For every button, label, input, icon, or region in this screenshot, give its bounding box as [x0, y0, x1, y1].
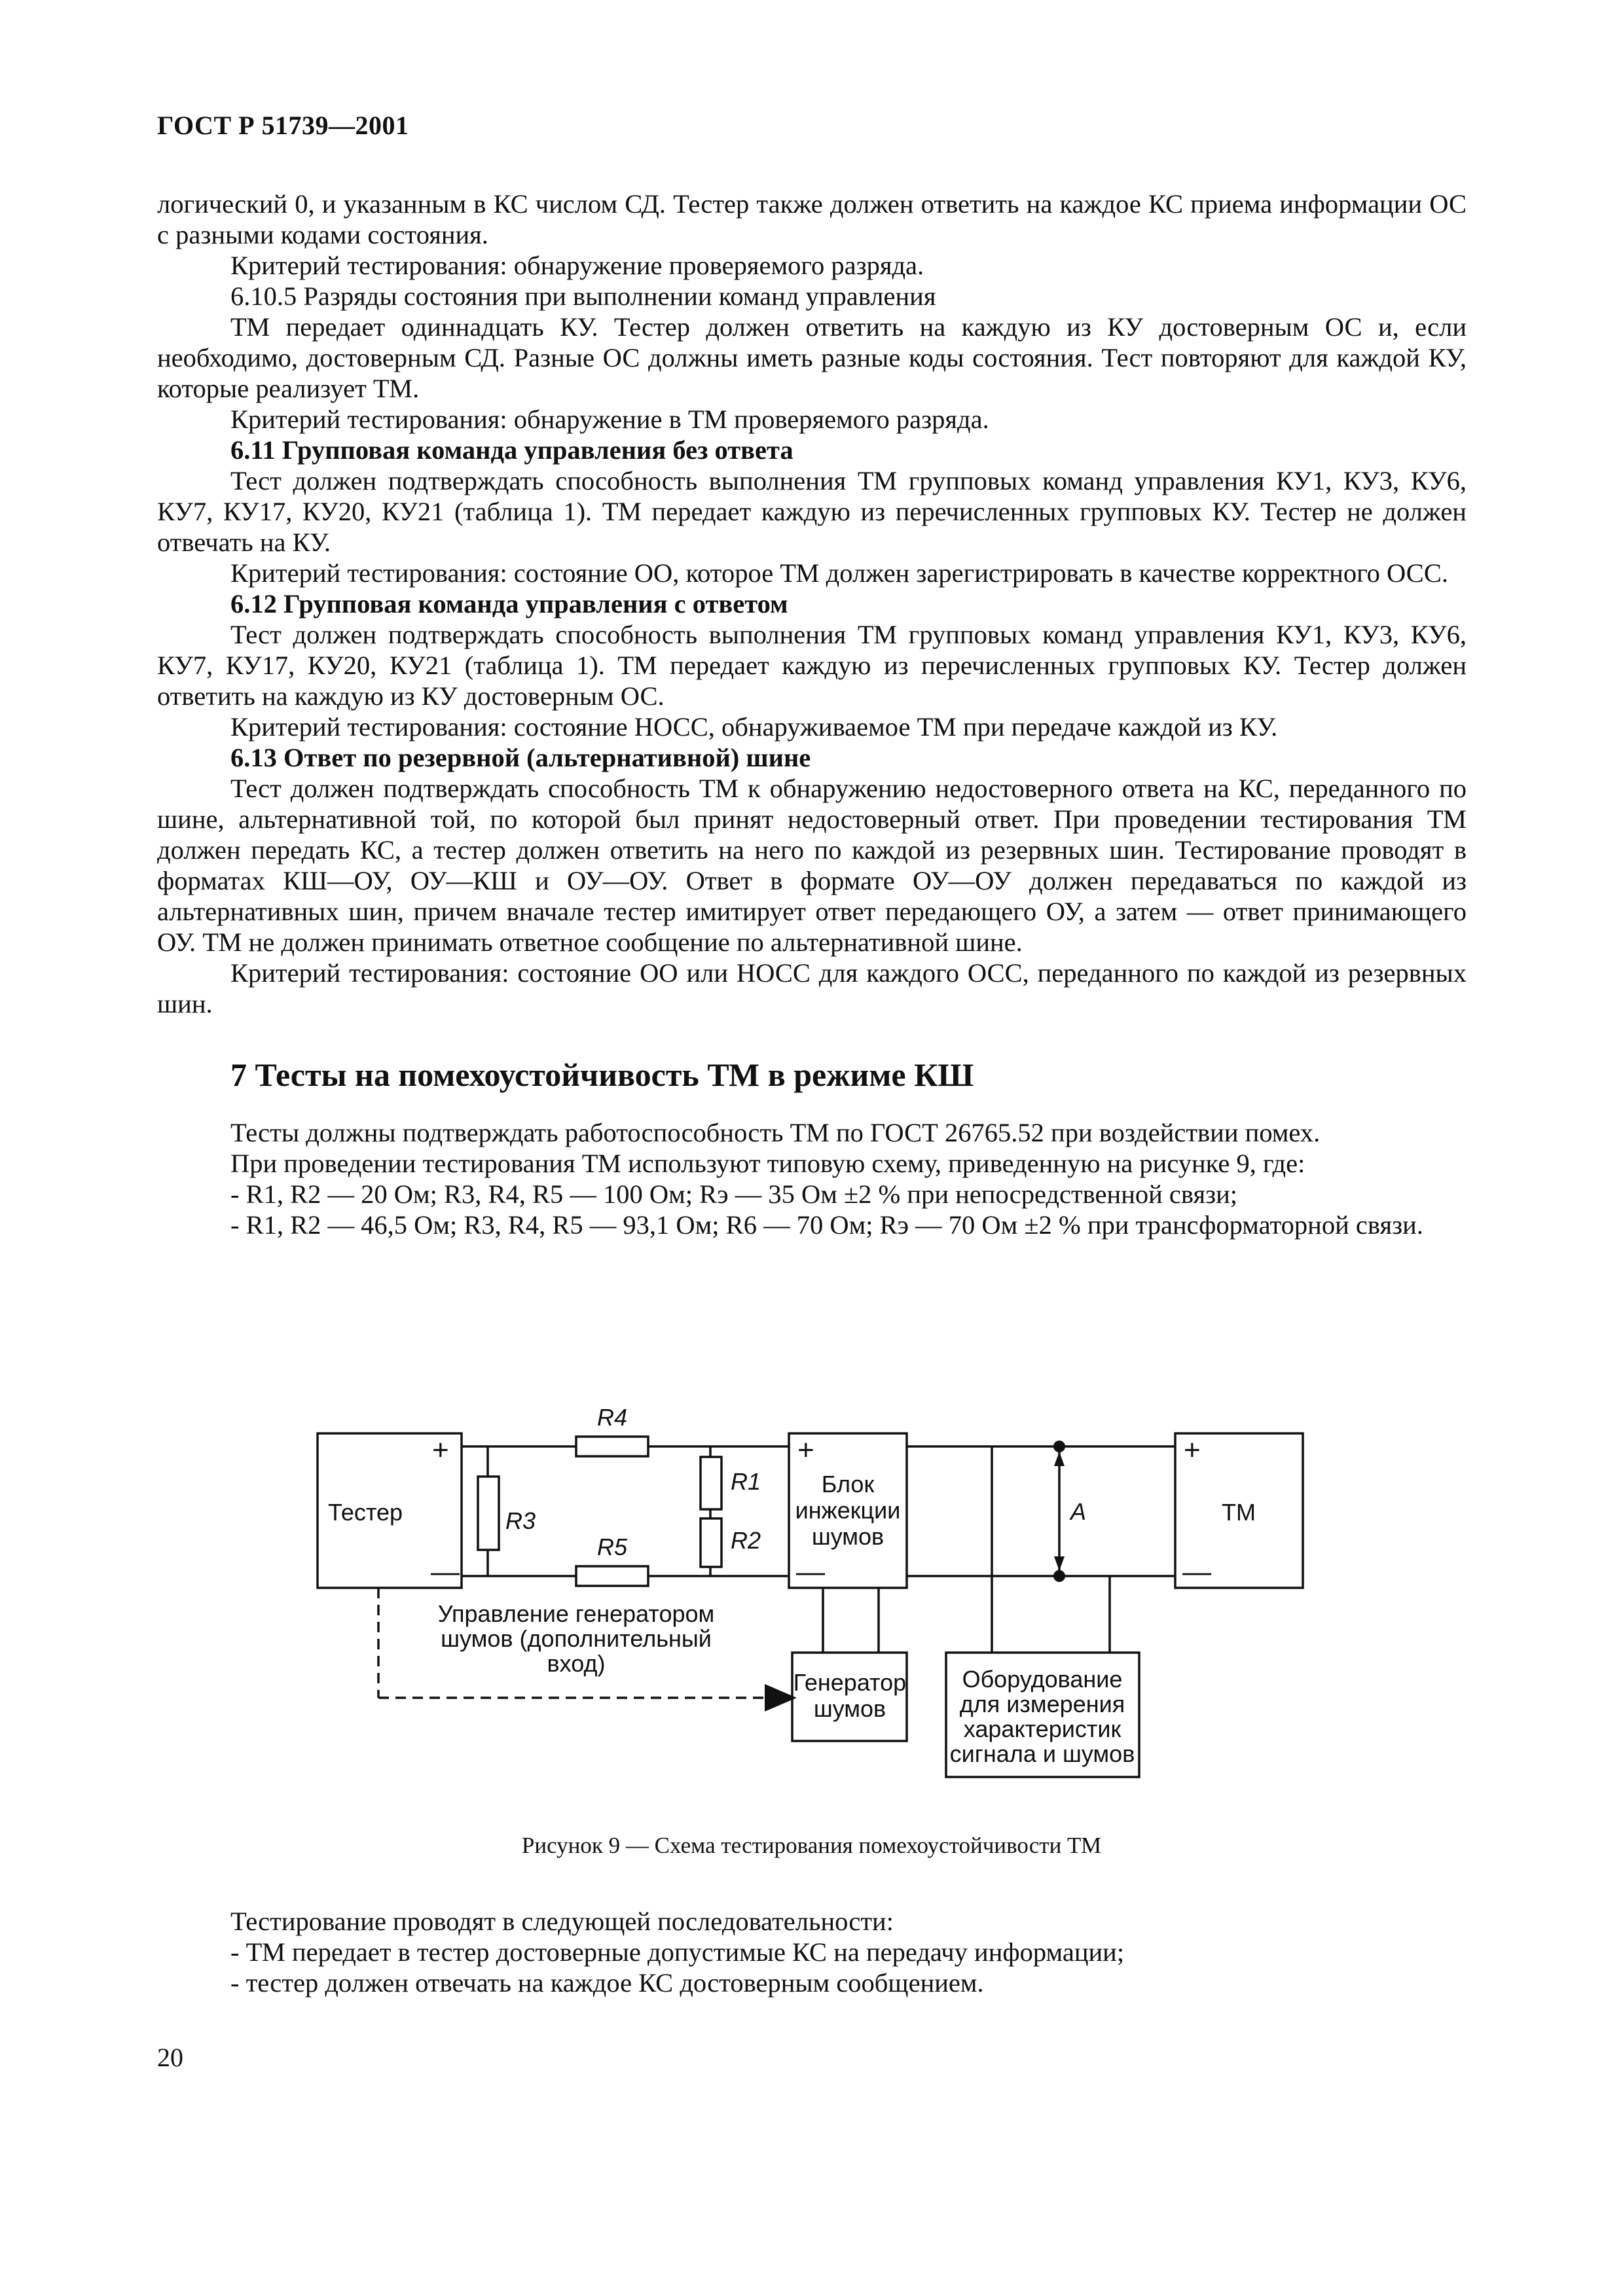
- measurement-label-3: характеристик: [963, 1715, 1122, 1742]
- paragraph: При проведении тестирования ТМ используют типовую схему, приведенную на рисунке 9, где:: [230, 1149, 1305, 1178]
- noise-injection-label-2: инжекции: [795, 1497, 901, 1524]
- r1-label: R1: [731, 1468, 761, 1495]
- measurement-label-1: Оборудование: [962, 1666, 1123, 1693]
- control-label-1: Управление генератором: [437, 1600, 715, 1627]
- noise-injection-label-1: Блок: [821, 1471, 875, 1498]
- resistor-r2: [701, 1518, 721, 1567]
- r5-label: R5: [597, 1534, 628, 1560]
- page-header: ГОСТ Р 51739—2001: [157, 111, 409, 140]
- noise-generator-label-1: Генератор: [793, 1669, 907, 1696]
- tm-plus: +: [1184, 1434, 1201, 1466]
- paragraph: Тест должен подтверждать способность выполнения ТМ групповых команд управления КУ1, КУ3, КУ6, КУ7, КУ17, КУ20, КУ21 (таблица 1). ТМ передает каждую из перечисленных групповых КУ. Тестер должен ответить на каждую из КУ достоверным ОС.: [157, 620, 1467, 711]
- paragraph: Тестирование проводят в следующей последовательности:: [230, 1907, 894, 1936]
- point-a-label: A: [1070, 1498, 1087, 1525]
- resistor-r5: [576, 1566, 648, 1586]
- noise-injection-label-3: шумов: [811, 1523, 884, 1550]
- figure-9-circuit-diagram: [301, 1407, 1349, 1839]
- measurement-label-2: для измерения: [959, 1691, 1125, 1717]
- injection-plus: +: [797, 1434, 814, 1466]
- paragraph: Критерий тестирования: обнаружение проверяемого разряда.: [230, 251, 924, 280]
- section-heading-6-12: 6.12 Групповая команда управления с ответом: [230, 589, 788, 619]
- figure-caption: Рисунок 9 — Схема тестирования помехоустойчивости ТМ: [521, 1833, 1102, 1858]
- resistor-r1: [701, 1457, 721, 1509]
- list-item: - R1, R2 — 20 Ом; R3, R4, R5 — 100 Ом; Rэ — 35 Ом ±2 % при непосредственной связи;: [230, 1179, 1238, 1209]
- tester-label: Тестер: [327, 1499, 403, 1526]
- paragraph: Критерий тестирования: состояние ОО, которое ТМ должен зарегистрировать в качестве корректного ОСС.: [230, 558, 1448, 588]
- body-text-after-figure: [157, 1906, 1467, 1998]
- tm-label: ТМ: [1222, 1499, 1256, 1526]
- subsection-title: 6.10.5 Разряды состояния при выполнении команд управления: [230, 281, 936, 311]
- control-label-3: вход): [547, 1650, 606, 1677]
- paragraph: логический 0, и указанным в КС числом СД. Тестер также должен ответить на каждое КС приема информации ОС с разными кодами состояния.: [157, 189, 1467, 249]
- list-item: - ТМ передает в тестер достоверные допустимые КС на передачу информации;: [230, 1937, 1125, 1967]
- paragraph: Критерий тестирования: состояние ОО или НОСС для каждого ОСС, переданного по каждой из резервных шин.: [157, 958, 1467, 1018]
- paragraph: Тесты должны подтверждать работоспособность ТМ по ГОСТ 26765.52 при воздействии помех.: [230, 1118, 1321, 1147]
- r3-label: R3: [505, 1507, 536, 1534]
- body-text: [157, 188, 1467, 1240]
- noise-generator-label-2: шумов: [813, 1695, 886, 1722]
- paragraph: Тест должен подтверждать способность ТМ к обнаружению недостоверного ответа на КС, переданного по шине, альтернативной той, по которой был принят недостоверный ответ. При проведении тестирования ТМ должен передать КС, а тестер должен ответить на него по каждой из резервных шин. Тестирование проводят в форматах КШ—ОУ, ОУ—КШ и ОУ—ОУ. Ответ в формате ОУ—ОУ должен передаваться по каждой из альтернативных шин, причем вначале тестер имитирует ответ передающего ОУ, а затем — ответ принимающего ОУ. ТМ не должен принимать ответное сообщение по альтернативной шине.: [157, 774, 1467, 957]
- paragraph: Тест должен подтверждать способность выполнения ТМ групповых команд управления КУ1, КУ3, КУ6, КУ7, КУ17, КУ20, КУ21 (таблица 1). ТМ передает каждую из перечисленных групповых КУ. Тестер не должен отвечать на КУ.: [157, 466, 1467, 557]
- junction-dot: [1053, 1441, 1065, 1452]
- r2-label: R2: [731, 1527, 761, 1554]
- list-item: - R1, R2 — 46,5 Ом; R3, R4, R5 — 93,1 Ом; R6 — 70 Ом; Rэ — 70 Ом ±2 % при трансформаторной связи.: [230, 1210, 1423, 1240]
- tm-minus: —: [1182, 1556, 1211, 1588]
- paragraph: ТМ передает одиннадцать КУ. Тестер должен ответить на каждую из КУ достоверным ОС и, если необходимо, достоверным СД. Разные ОС должны иметь разные коды состояния. Тест повторяют для каждой КУ, которые реализует ТМ.: [157, 312, 1467, 403]
- injection-minus: —: [796, 1556, 825, 1588]
- resistor-r4: [576, 1437, 648, 1456]
- section-heading-7: 7 Тесты на помехоустойчивость ТМ в режиме КШ: [230, 1056, 974, 1093]
- paragraph: Критерий тестирования: состояние НОСС, обнаруживаемое ТМ при передаче каждой из КУ.: [230, 712, 1278, 742]
- list-item: - тестер должен отвечать на каждое КС достоверным сообщением.: [230, 1968, 984, 1998]
- r4-label: R4: [597, 1407, 628, 1431]
- control-label-2: шумов (дополнительный: [441, 1625, 712, 1652]
- tester-minus: —: [431, 1556, 460, 1588]
- resistor-r3: [478, 1477, 499, 1550]
- section-heading-6-11: 6.11 Групповая команда управления без ответа: [230, 435, 793, 465]
- section-heading-6-13: 6.13 Ответ по резервной (альтернативной) шине: [230, 743, 811, 772]
- tester-plus: +: [432, 1434, 449, 1466]
- measurement-label-4: сигнала и шумов: [949, 1740, 1135, 1767]
- circuit-svg: [301, 1407, 1349, 1839]
- page-number: 20: [157, 2043, 183, 2072]
- junction-dot: [1053, 1570, 1065, 1582]
- paragraph: Критерий тестирования: обнаружение в ТМ проверяемого разряда.: [230, 404, 989, 434]
